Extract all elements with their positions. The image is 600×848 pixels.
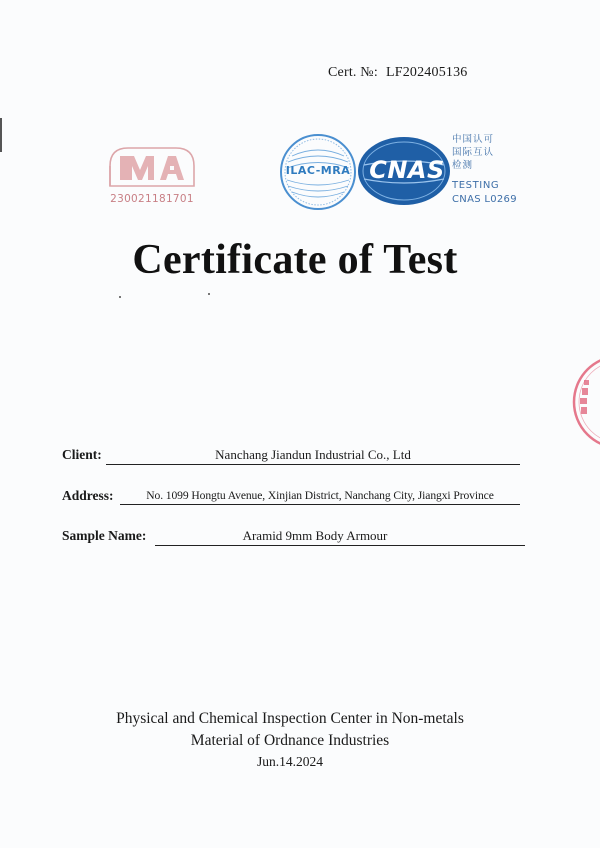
cnas-cn-line: 中国认可 xyxy=(452,134,495,145)
cnas-cn-line: 国际互认 xyxy=(452,147,495,158)
cnas-cn-line: 检测 xyxy=(452,160,474,171)
issuer-block xyxy=(0,708,580,752)
client-underline xyxy=(106,464,520,465)
sample-name-field xyxy=(62,528,527,550)
issuer-line-2: Material of Ordnance Industries xyxy=(190,732,390,749)
scan-edge-mark xyxy=(0,118,2,152)
client-label: Client: xyxy=(62,447,102,462)
sample-name-value: Aramid 9mm Body Armour xyxy=(242,528,388,543)
cma-number: 230021181701 xyxy=(110,193,194,205)
sample-name-underline xyxy=(155,545,525,546)
red-seal-stamp-icon xyxy=(568,352,600,452)
scan-speck xyxy=(208,293,210,295)
scan-speck xyxy=(119,296,121,298)
address-value: No. 1099 Hongtu Avenue, Xinjian District, Nanchang City, Jiangxi Province xyxy=(146,489,494,502)
sample-name-label: Sample Name: xyxy=(62,528,147,543)
issue-date: Jun.14.2024 xyxy=(256,754,323,769)
issuer-line-1: Physical and Chemical Inspection Center in Non-metals xyxy=(116,710,464,727)
cert-number xyxy=(328,65,468,81)
cert-number-value: LF202405136 xyxy=(385,65,468,80)
client-value: Nanchang Jiandun Industrial Co., Ltd xyxy=(215,447,411,462)
address-field xyxy=(62,488,522,510)
client-field xyxy=(62,447,522,469)
cnas-testing-label: TESTING xyxy=(452,180,500,191)
document-title: Certificate of Test xyxy=(132,237,458,283)
address-underline xyxy=(120,504,520,505)
cnas-logo-text: CNAS xyxy=(369,156,445,184)
ilac-mra-text: ILAC-MRA xyxy=(285,164,351,177)
cnas-registration: CNAS L0269 xyxy=(452,194,517,205)
cert-number-label: Cert. №: xyxy=(328,65,378,80)
cnas-chinese-text xyxy=(452,133,504,172)
address-label: Address: xyxy=(62,488,114,503)
